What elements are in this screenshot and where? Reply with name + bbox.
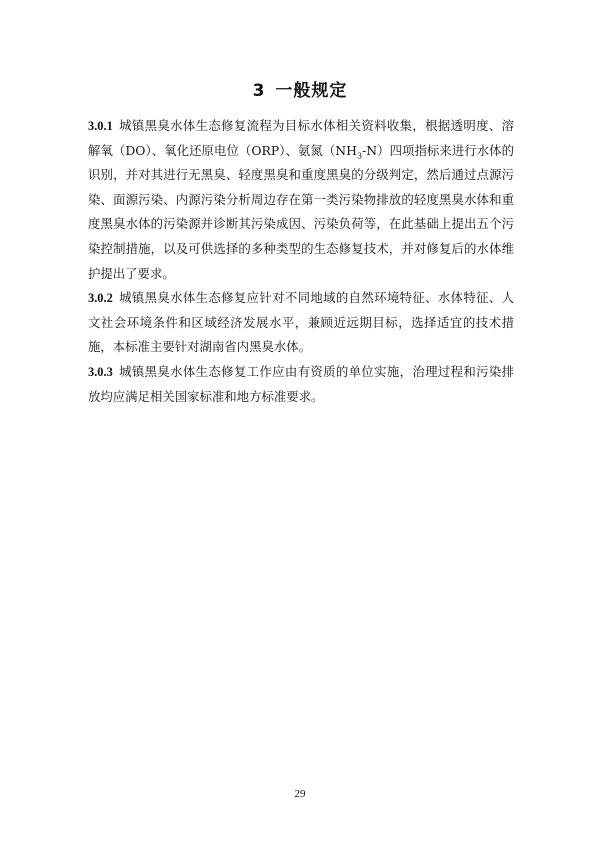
page-number: 29 [294, 788, 306, 800]
section-heading [0, 76, 600, 101]
clause-3-0-2 [88, 286, 514, 360]
clause-text-cont: -N）四项指标来进行水体的识别，并对其进行无黑臭、轻度黑臭和重度黑臭的分级判定，然后通过点源污染、面源污染、内源污染分析周边存在第一类污染物排放的轻度黑臭水体和重度黑臭水体的污染源并诊断其污染成因、污染负荷等，在此基础上提出五个污染控制措施，以及可供选择的多种类型的生态修复技术，并对修复后的水体维护提出了要求。 [88, 142, 515, 281]
clause-text: 城镇黑臭水体生态修复流程为目标水体相关资料收集，根据透明度、溶解氧（DO）、氧化还原电位（ORP）、氨氮（NH [88, 118, 514, 158]
document-body [88, 114, 514, 409]
clause-subscript: 3 [356, 151, 363, 161]
clause-text: 城镇黑臭水体生态修复应针对不同地域的自然环境特征、水体特征、人文社会环境条件和区域经济发展水平，兼顾近远期目标，选择适宜的技术措施，本标准主要针对湖南省内黑臭水体。 [88, 290, 514, 355]
clause-3-0-1 [88, 114, 514, 286]
clause-text: 城镇黑臭水体生态修复工作应由有资质的单位实施，治理过程和污染排放均应满足相关国家标准和地方标准要求。 [88, 363, 514, 404]
section-number: 3 [252, 81, 266, 101]
clause-3-0-3 [88, 360, 514, 409]
clause-number: 3.0.2 [88, 291, 113, 306]
section-title: 一般规定 [275, 81, 348, 101]
clause-number: 3.0.3 [88, 364, 113, 379]
clause-number: 3.0.1 [88, 119, 113, 133]
